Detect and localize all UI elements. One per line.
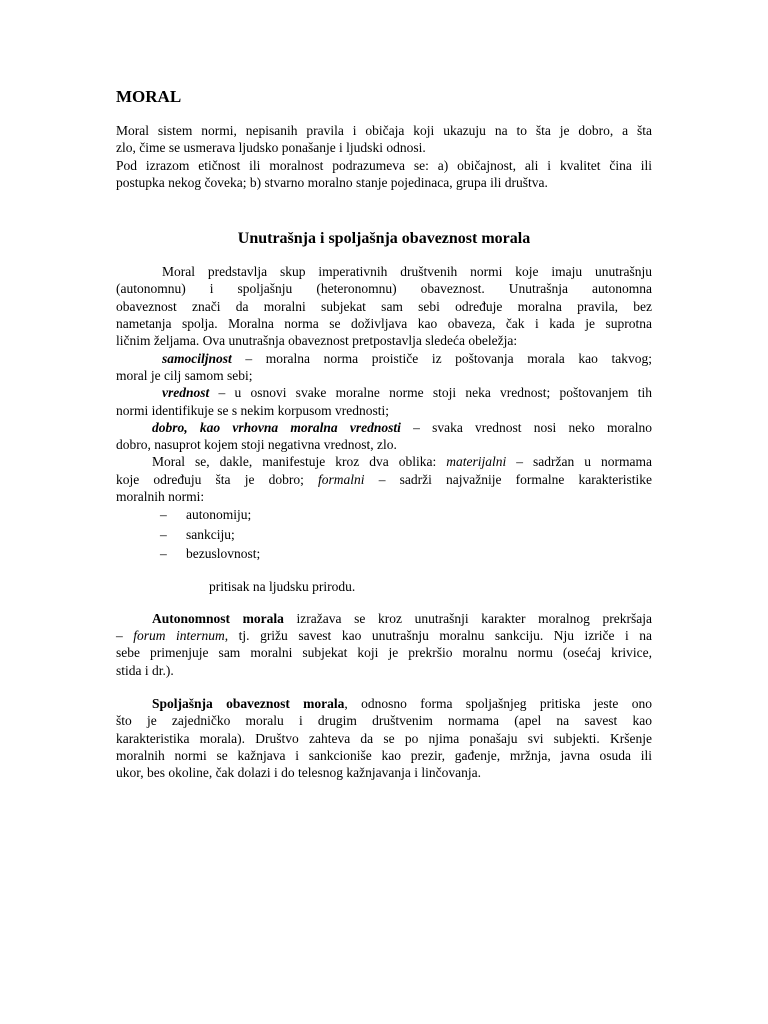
paragraph-line: moralnih normi: bbox=[116, 489, 205, 505]
text-span: , tj. grižu savest kao unutrašnju moralnu sankciju. Nju izriče i na bbox=[224, 628, 652, 644]
paragraph-gap bbox=[116, 679, 652, 695]
text-span: koje određuju šta je dobro; bbox=[116, 471, 319, 487]
paragraph-line: obaveznost znači da moralni subjekat sam sebi određuje moralna pravila, bez bbox=[116, 298, 652, 314]
section-heading: Unutrašnja i spoljašnja obaveznost morala bbox=[237, 230, 531, 248]
feature-text: – moralna norma proističe iz poštovanja morala kao takvog; bbox=[231, 350, 652, 366]
paragraph-line: nametanja spolja. Moralna norma se doživljava kao obaveza, čak i kada je suprotna bbox=[116, 316, 652, 332]
intro-line: Moral sistem normi, nepisanih pravila i običaja koji ukazuju na to šta je dobro, a šta bbox=[116, 123, 652, 138]
dash-bullet: – bbox=[160, 526, 167, 542]
feature-dobro bbox=[116, 419, 652, 454]
list-item-text: sankciju; bbox=[186, 526, 235, 542]
italic-term: formalni bbox=[318, 471, 365, 487]
paragraph-line: stida i dr.). bbox=[116, 662, 174, 678]
paragraph-line: karakteristika morala). Društvo zahteva da se po njima ponašaju svi subjekti. Kršenje bbox=[116, 730, 652, 746]
paragraph-line: Moral predstavlja skup imperativnih društvenih normi koje imaju unutrašnju bbox=[162, 264, 652, 280]
dash-bullet: – bbox=[160, 507, 167, 523]
list-item bbox=[116, 525, 652, 545]
italic-term: materijalni bbox=[446, 454, 507, 470]
document-body bbox=[116, 86, 652, 782]
paragraph-line: ukor, bes okoline, čak dolazi i do telesnog kažnjavanja i linčovanja. bbox=[116, 765, 481, 781]
feature-line: dobro, nasuprot kojem stoji negativna vrednost, zlo. bbox=[116, 437, 397, 453]
feature-vrednost bbox=[116, 384, 652, 419]
paragraph-1 bbox=[116, 263, 652, 349]
list-item bbox=[116, 505, 652, 525]
text-span: – sadrži najvažnije formalne karakteristike bbox=[364, 471, 652, 487]
feature-samociljnost bbox=[116, 350, 652, 385]
paragraph-line: što je zajedničko moralu i drugim društvenim normama (apel na savest kao bbox=[116, 713, 652, 729]
list-item-text: autonomiju; bbox=[186, 507, 252, 523]
text-span: – sadržan u normama bbox=[506, 454, 652, 470]
paragraph-line: sebe primenjuje sam moralni subjekat koji je prekršio moralnu normu (osećaj krivice, bbox=[116, 645, 652, 661]
list-item-text: bezuslovnost; bbox=[186, 546, 261, 562]
feature-text: – u osnovi svake moralne norme stoji neka vrednost; poštovanjem tih bbox=[209, 385, 652, 401]
bullet-list bbox=[116, 505, 652, 596]
intro-paragraph bbox=[116, 122, 652, 191]
intro-line: zlo, čime se usmerava ljudsko ponašanje i ljudski odnosi. bbox=[116, 140, 426, 156]
bold-term: Autonomnost morala bbox=[152, 610, 284, 626]
feature-line: normi identifikuje se s nekim korpusom vrednosti; bbox=[116, 402, 389, 418]
feature-line: moral je cilj samom sebi; bbox=[116, 367, 253, 383]
paragraph-line: (autonomnu) i spoljašnju (heteronomnu) obaveznost. Unutrašnja autonomna bbox=[116, 281, 652, 297]
intro-line: postupka nekog čoveka; b) stvarno moralno stanje pojedinaca, grupa ili društva. bbox=[116, 174, 548, 190]
document-title: MORAL bbox=[116, 87, 182, 106]
intro-line: Pod izrazom etičnost ili moralnost podrazumeva se: a) običajnost, ali i kvalitet čina ili bbox=[116, 157, 652, 173]
text-span: izražava se kroz unutrašnji karakter moralnog prekršaja bbox=[283, 610, 652, 626]
paragraph-line bbox=[116, 610, 652, 627]
feature-text: – svaka vrednost nosi neko moralno bbox=[400, 419, 652, 435]
feature-term: vrednost bbox=[162, 385, 210, 401]
feature-line bbox=[116, 419, 652, 436]
list-item bbox=[116, 544, 652, 564]
dash-bullet: – bbox=[160, 546, 167, 562]
text-span: , odnosno forma spoljašnjeg pritiska jeste ono bbox=[344, 696, 652, 712]
list-tail: pritisak na ljudsku prirodu. bbox=[209, 579, 356, 595]
paragraph-line bbox=[116, 695, 652, 712]
paragraph-line bbox=[116, 627, 652, 644]
feature-term: samociljnost bbox=[162, 350, 232, 366]
paragraph-line bbox=[116, 471, 652, 488]
paragraph-3 bbox=[116, 610, 652, 679]
paragraph-4 bbox=[116, 695, 652, 781]
bold-term: Spoljašnja obaveznost morala bbox=[152, 696, 345, 712]
feature-term: dobro, kao vrhovna moralna vrednosti bbox=[152, 419, 401, 435]
paragraph-2 bbox=[116, 453, 652, 505]
feature-line bbox=[116, 384, 652, 401]
paragraph-line: moralnih normi se kažnjava i sankcioniše kao prezir, gađenje, mržnja, javna osuda ili bbox=[116, 747, 652, 763]
text-span: – bbox=[116, 628, 134, 644]
paragraph-line: ličnim željama. Ova unutrašnja obaveznost pretpostavlja sledeća obeležja: bbox=[116, 333, 518, 349]
text-span: Moral se, dakle, manifestuje kroz dva oblika: bbox=[152, 454, 447, 470]
paragraph-line bbox=[116, 453, 652, 470]
feature-line bbox=[116, 350, 652, 367]
italic-term: forum internum bbox=[133, 628, 225, 644]
